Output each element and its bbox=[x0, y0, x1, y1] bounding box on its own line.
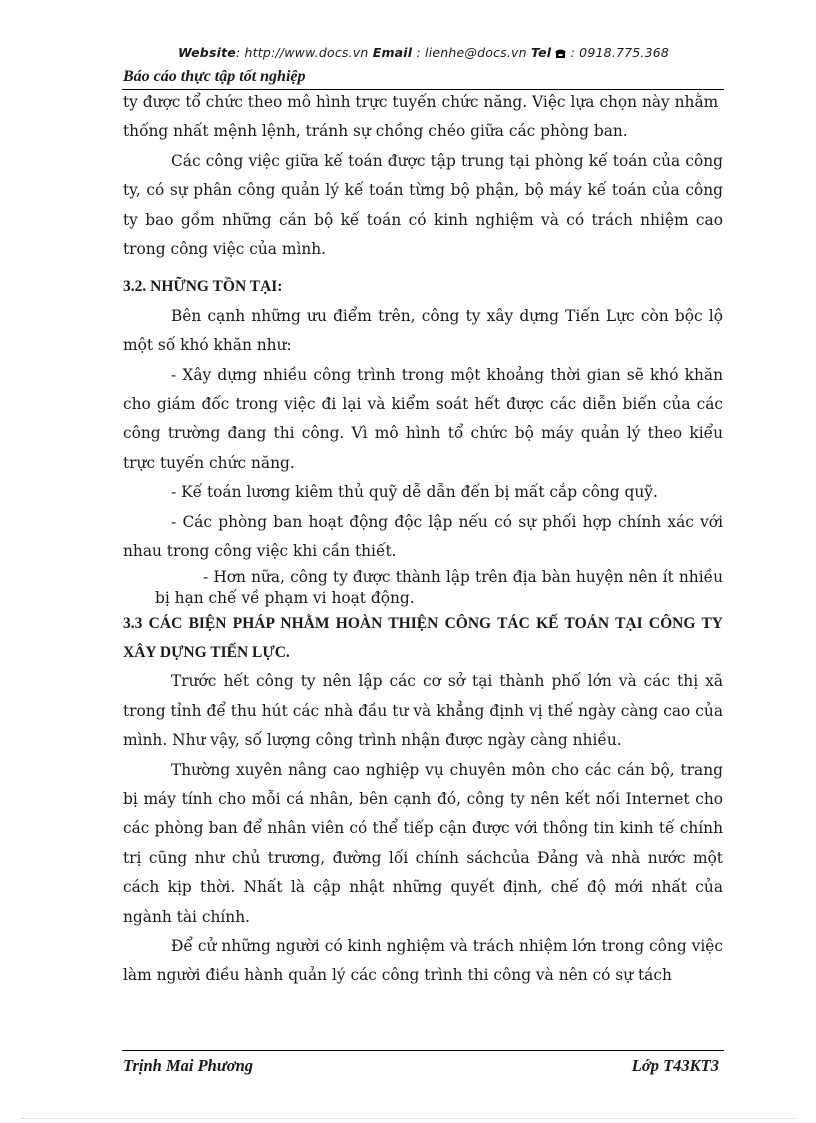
tel-label: Tel bbox=[530, 45, 552, 60]
paragraph-4: Trước hết công ty nên lập các cơ sở tại thành phố lớn và các thị xã trong tỉnh để thu hút các nhà đầu tư và khẳng định vị thế ngày càng cao của mình. Như vậy, số lượng công trình nhận được ngày càng nhiều. bbox=[123, 672, 723, 750]
list-item-2: - Kế toán lương kiêm thủ quỹ dễ dẫn đến bị mất cắp công quỹ. bbox=[171, 483, 658, 502]
paragraph-3: Bên cạnh những ưu điểm trên, công ty xây dựng Tiến Lực còn bộc lộ một số khó khăn như: bbox=[123, 306, 723, 355]
website-value: : http://www.docs.vn bbox=[235, 45, 373, 60]
list-item-1: - Xây dựng nhiều công trình trong một khoảng thời gian sẽ khó khăn cho giám đốc trong việc đi lại và kiểm soát hết được các diễn biến của các công trường đang thi công. Vì mô hình tổ chức bộ máy quản lý theo kiểu trực tuyến chức năng. bbox=[123, 365, 723, 472]
email-label: Email bbox=[372, 45, 413, 60]
paragraph-6: Để cử những người có kinh nghiệm và trách nhiệm lớn trong công việc làm người điều hành quản lý các công trình thi công và nên có sự tách bbox=[123, 936, 723, 985]
page-body bbox=[123, 88, 723, 991]
paragraph-2: Các công việc giữa kế toán được tập trung tại phòng kế toán của công ty, có sự phân công quản lý kế toán từng bộ phận, bộ máy kế toán của công ty bao gồm những cán bộ kế toán có kinh nghiệm và có trách nhiệm cao trong công việc của mình. bbox=[123, 151, 723, 259]
list-item-4: - Hơn nữa, công ty được thành lập trên địa bàn huyện nên ít nhiều bị hạn chế về phạm vi hoạt động. bbox=[155, 567, 723, 607]
page-edge bbox=[20, 1118, 796, 1119]
paragraph-5: Thường xuyên nâng cao nghiệp vụ chuyên môn cho các cán bộ, trang bị máy tính cho mỗi cá nhân, bên cạnh đó, công ty nên kết nối Internet cho các phòng ban để nhân viên có thể tiếp cận được với thông tin kinh tế chính trị cũng như chủ trương, đường lối chính sáchcủa Đảng và nhà nước một cách kịp thời. Nhất là cập nhật những quyết định, chế độ mới nhất của ngành tài chính. bbox=[123, 760, 723, 926]
phone-icon bbox=[555, 45, 566, 60]
list-item-3: - Các phòng ban hoạt động độc lập nếu có sự phối hợp chính xác với nhau trong công việc khi cần thiết. bbox=[123, 512, 723, 561]
email-value: : lienhe@docs.vn bbox=[412, 45, 531, 60]
footer-class: Lớp T43KT3 bbox=[631, 1056, 719, 1075]
footer-author: Trịnh Mai Phương bbox=[123, 1056, 254, 1075]
document-title: Báo cáo thực tập tốt nghiệp bbox=[123, 68, 306, 85]
section-heading-3-3: 3.3 CÁC BIỆN PHÁP NHẰM HOÀN THIỆN CÔNG TÁC KẾ TOÁN TẠI CÔNG TY XÂY DỰNG TIẾN LỰC. bbox=[123, 614, 723, 661]
tel-value: : 0918.775.368 bbox=[566, 45, 670, 60]
paragraph-1-line-2: thống nhất mệnh lệnh, tránh sự chồng chéo giữa các phòng ban. bbox=[123, 122, 628, 141]
website-header bbox=[122, 45, 725, 60]
paragraph-1-line-1: ty được tổ chức theo mô hình trực tuyến chức năng. Việc lựa chọn này nhằm bbox=[123, 93, 719, 111]
section-heading-3-2: 3.2. NHỮNG TỒN TẠI: bbox=[123, 278, 283, 296]
footer-divider bbox=[122, 1050, 724, 1051]
website-label: Website bbox=[177, 45, 236, 60]
